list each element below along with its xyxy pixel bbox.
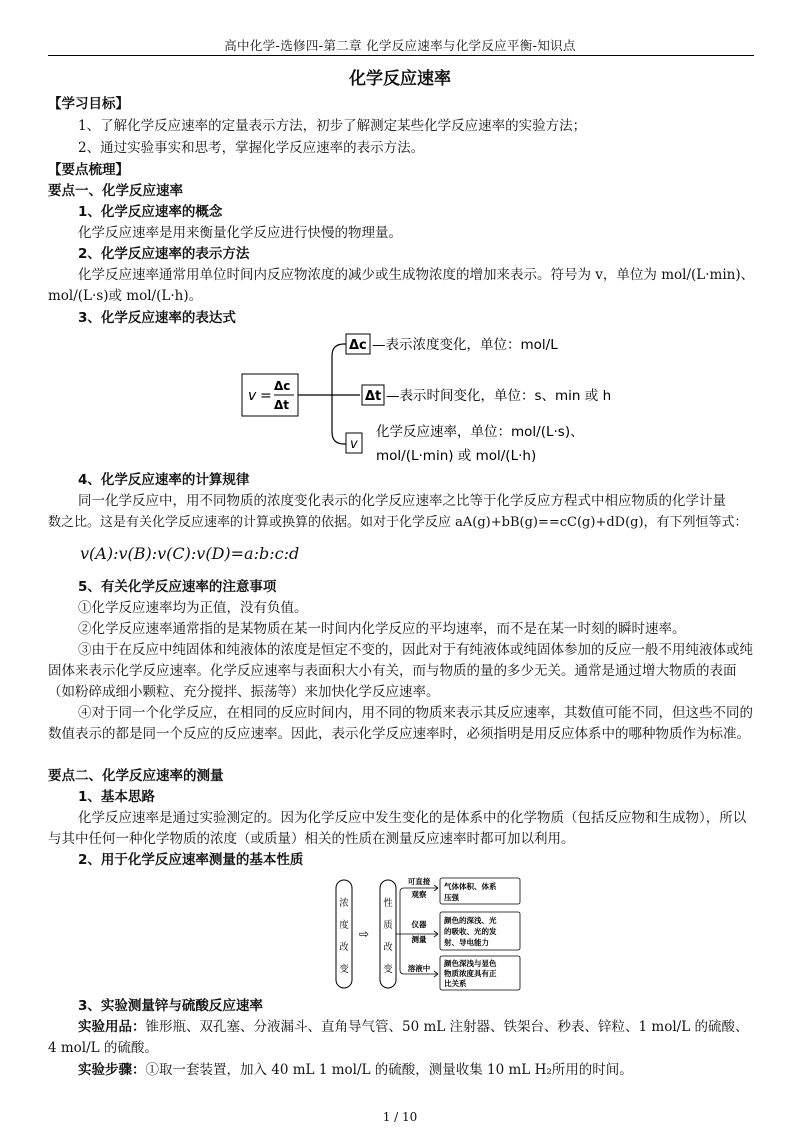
points-heading: 【要点梳理】: [48, 162, 129, 178]
branch-1-label-a: 可直接: [407, 877, 431, 886]
left-char-2: 度: [339, 920, 349, 931]
mid-char-2: 质: [383, 920, 393, 931]
goal-1: 1、了解化学反应速率的定量表示方法，初步了解测定某些化学反应速率的实验方法；: [78, 118, 587, 134]
connector-bottom: [332, 395, 346, 444]
note-2: ②化学反应速率通常指的是某物质在某一时间内化学反应的平均速率，而不是在某一时刻的瞬时速率。: [78, 621, 686, 637]
point-1-4-text-b: 数之比。这是有关化学反应速率的计算或换算的依据。如对于化学反应 aA(g)+bB(g)==cC(g)+dD(g)，有下列恒等式：: [48, 515, 748, 530]
branch-2-label-b: 测量: [411, 935, 427, 944]
point-2-1-heading: 1、基本思路: [78, 789, 155, 805]
equipment-line: [78, 1017, 788, 1038]
branch-2-label-a: 仪器: [411, 920, 427, 929]
note-1: ①化学反应速率均为正值，没有负值。: [78, 600, 308, 616]
v-description-b: mol/(L·min) 或 mol/(L·h): [376, 448, 537, 464]
connector-top: [332, 344, 346, 395]
point-1-4-heading: 4、化学反应速率的计算规律: [78, 472, 250, 488]
branch-3-box-a: 颜色深浅与显色: [444, 959, 497, 968]
point-1-1-heading: 1、化学反应速率的概念: [78, 204, 223, 220]
goal-2: 2、通过实验事实和思考，掌握化学反应速率的表示方法。: [78, 140, 425, 156]
mid-char-1: 性: [383, 898, 393, 909]
note-4: ④对于同一个化学反应，在相同的反应时间内，用不同的物质来表示其反应速率，其数值可能不同，但这些不同的数值表示的都是同一个反应的反应速率。因此，表示化学反应速率时，必须指明是用反应体系中的哪种物质作为标准。: [48, 705, 753, 742]
rate-expression-diagram: [236, 332, 636, 468]
equipment-text-b: 4 mol/L 的硫酸。: [48, 1040, 158, 1056]
point-2-3-heading: 3、实验测量锌与硫酸反应速率: [78, 998, 263, 1014]
branch-2-box-a: 颜色的深浅、光: [444, 916, 497, 925]
branch-1-box-a: 气体体积、体系: [444, 882, 497, 891]
dc-description: —表示浓度变化，单位：mol/L: [372, 337, 558, 353]
point-1-3-heading: 3、化学反应速率的表达式: [78, 310, 236, 326]
measurement-properties-diagram: [332, 876, 528, 992]
mid-char-4: 变: [383, 964, 393, 975]
steps-label: 实验步骤：: [78, 1062, 146, 1078]
goals-heading: 【学习目标】: [48, 96, 129, 112]
dt-symbol: Δt: [365, 389, 382, 404]
branch-3-box-c: 比关系: [444, 979, 467, 988]
v-description-a: 化学反应速率，单位：mol/(L·s)、: [376, 424, 584, 440]
formula-v: v: [248, 388, 257, 404]
branch-1-label-b: 观察: [411, 890, 427, 899]
steps-text: ①取一套装置，加入 40 mL 1 mol/L 的硫酸，测量收集 10 mL H₂所用的时间。: [145, 1062, 633, 1078]
branch-3-label: 溶液中: [407, 964, 431, 973]
point-1-2-heading: 2、化学反应速率的表示方法: [78, 246, 250, 262]
steps-line: [78, 1060, 788, 1081]
point-2-1-text: 化学反应速率是通过实验测定的。因为化学反应中发生变化的是体系中的化学物质（包括反应物和生成物），所以与其中任何一种化学物质的浓度（或质量）相关的性质在测量反应速率时都可加以利用。: [48, 810, 747, 847]
point-2-2-heading: 2、用于化学反应速率测量的基本性质: [78, 852, 304, 868]
formula-equals: =: [260, 388, 272, 404]
header-rule: [48, 55, 754, 56]
page-number: 1 / 10: [382, 1110, 418, 1124]
point-1-2-text-b: mol/(L·s)或 mol/(L·h)。: [48, 288, 203, 304]
formula-numerator: Δc: [274, 379, 291, 393]
v-symbol: v: [350, 437, 358, 452]
left-char-1: 浓: [339, 898, 349, 909]
note-3: ③由于在反应中纯固体和纯液体的浓度是恒定不变的，因此对于有纯液体或纯固体参加的反应一般不用纯液体或纯固体来表示化学反应速率。化学反应速率与表面积大小有关，而与物质的量的多少无关。通常是通过增大物质的表面（如粉碎成细小颗粒、充分搅拌、振荡等）来加快化学反应速率。: [48, 642, 753, 700]
dc-symbol: Δc: [349, 338, 367, 353]
point-1-5-heading: 5、有关化学反应速率的注意事项: [78, 579, 277, 595]
page-title: 化学反应速率: [349, 69, 451, 89]
left-char-4: 变: [339, 964, 349, 975]
point-2-heading: 要点二、化学反应速率的测量: [48, 768, 224, 784]
branch-3-box-b: 物质浓度具有正: [444, 969, 497, 978]
mid-char-3: 改: [383, 942, 393, 953]
equipment-label: 实验用品：: [78, 1019, 146, 1035]
branch-2-box-b: 的吸收、光的发: [444, 927, 497, 936]
equipment-text: 锥形瓶、双孔塞、分液漏斗、直角导气管、50 mL 注射器、铁架台、秒表、锌粒、1 mol/L 的硫酸、: [145, 1019, 749, 1035]
point-1-1-text: 化学反应速率是用来衡量化学反应进行快慢的物理量。: [78, 225, 402, 241]
point-1-4-text-a: 同一化学反应中，用不同物质的浓度变化表示的化学反应速率之比等于化学反应方程式中相应物质的化学计量: [78, 493, 726, 509]
left-char-3: 改: [339, 942, 349, 953]
page-header: 高中化学-选修四-第二章 化学反应速率与化学反应平衡-知识点: [224, 38, 576, 53]
dt-description: —表示时间变化，单位：s、min 或 h: [386, 388, 612, 404]
point-1-heading: 要点一、化学反应速率: [48, 183, 183, 199]
ratio-equation: v(A):v(B):v(C):v(D)=a:b:c:d: [80, 544, 300, 563]
branch-2-box-c: 射、导电能力: [444, 938, 489, 947]
point-1-2-text-a: 化学反应速率通常用单位时间内反应物浓度的减少或生成物浓度的增加来表示。符号为 v，单位为 mol/(L·min)、: [78, 267, 755, 283]
formula-denominator: Δt: [274, 398, 290, 412]
implies-arrow: ⇨: [359, 927, 370, 941]
branch-1-box-b: 压强: [444, 893, 459, 902]
